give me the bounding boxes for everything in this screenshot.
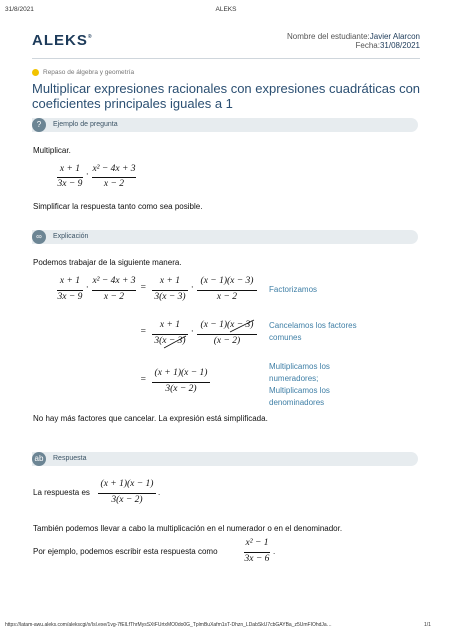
fraction-bar [244, 552, 270, 553]
math-term: (x + 1)(x − 1) [154, 368, 208, 378]
fraction-bar [92, 177, 136, 178]
math-term: 3(x − 3) [154, 292, 186, 302]
fraction-bar [197, 290, 257, 291]
section-label: Ejemplo de pregunta [53, 121, 118, 128]
math-term: x + 1 [159, 320, 181, 330]
math-term: (x + 1)(x − 1) [100, 479, 154, 489]
math-term: 3x − 9 [57, 179, 83, 189]
text-line: Multiplicar expresiones racionales con expresiones cuadráticas con [32, 81, 421, 96]
logo-text: ALEKS [32, 32, 88, 49]
answer-example-lead: Por ejemplo, podemos escribir esta respuesta como [33, 547, 218, 556]
text-line: denominadores [269, 398, 325, 407]
math-term: x + 1 [159, 276, 181, 286]
page-title [32, 81, 420, 111]
math-term: 3x − 6 [244, 554, 270, 564]
math-term: 3(x − 2) [165, 384, 197, 394]
print-date: 31/8/2021 [5, 6, 34, 13]
aleks-logo [32, 32, 93, 49]
section-label: Explicación [53, 233, 89, 240]
student-name: Javier Alarcon [369, 32, 420, 41]
math-term: = [140, 327, 147, 337]
section-label: Respuesta [53, 455, 87, 462]
math-term: · [191, 283, 194, 293]
footer-page: 1/1 [424, 622, 431, 628]
fraction-bar [98, 493, 156, 494]
header-divider [32, 58, 420, 59]
fraction-bar [152, 290, 188, 291]
math-term: 3(x − 2) [111, 495, 143, 505]
text-line: Multiplicamos los [269, 362, 330, 371]
math-term: (x − 2) [213, 336, 241, 346]
answer-lead: La respuesta es [33, 488, 90, 497]
cancel-mark-numerator [226, 318, 258, 334]
topic-dot-icon [32, 69, 39, 76]
text-line: comunes [269, 333, 302, 342]
explanation-conclusion: No hay más factores que cancelar. La expresión está simplificada. [33, 414, 268, 423]
answer-also: También podemos llevar a cabo la multiplicación en el numerador o en el denominador. [33, 524, 343, 533]
fraction-bar [57, 290, 83, 291]
date-value: 31/08/2021 [379, 41, 420, 50]
math-term: x − 2 [216, 292, 238, 302]
footer-url: https://latam-awu.aleks.com/alekscgi/x/Isl.exe/1vg-7fElLfThrMysSXtFUrtxMO0do0G_TplmBuXafm1sT-Dhzn_LDabSkU7cbGAYBa_z5UmFIOhdJa… [5, 622, 332, 628]
fraction-bar [92, 290, 136, 291]
answer-icon: ab [32, 452, 46, 466]
print-title: ALEKS [215, 6, 237, 13]
math-term: x² − 4x + 3 [92, 276, 136, 286]
text-line: coeficientes principales iguales a 1 [32, 96, 233, 111]
explanation-intro: Podemos trabajar de la siguiente manera. [33, 258, 182, 267]
period: . [273, 547, 276, 556]
example-instruction: Simplificar la respuesta tanto como sea posible. [33, 202, 203, 211]
section-explanation-header [32, 230, 418, 244]
step3-note [269, 361, 330, 409]
math-term: 3x − 9 [57, 292, 83, 302]
math-term: x + 1 [59, 164, 81, 174]
fraction-bar [197, 334, 257, 335]
text-line: Cancelamos los factores [269, 321, 357, 330]
math-term: · [86, 283, 89, 293]
math-term: 3(x − 3) [154, 336, 186, 346]
math-term: = [140, 283, 147, 293]
math-term: x + 1 [59, 276, 81, 286]
math-term: x² − 4x + 3 [92, 164, 136, 174]
math-term: (x − 1)(x − 3) [200, 276, 254, 286]
math-term: · [86, 170, 89, 180]
topic-label: Repaso de álgebra y geometría [43, 69, 135, 77]
math-term: = [140, 375, 147, 385]
section-example-header [32, 118, 418, 132]
period: . [158, 488, 161, 497]
student-name-label: Nombre del estudiante: [287, 32, 370, 41]
cancel-mark-denominator [160, 334, 190, 350]
math-term: x − 2 [103, 292, 125, 302]
math-term: · [191, 327, 194, 337]
question-icon: ? [32, 118, 46, 132]
example-prompt: Multiplicar. [33, 146, 71, 155]
fraction-bar [57, 177, 83, 178]
text-line: numeradores; [269, 374, 319, 383]
infinity-icon: ∞ [32, 230, 46, 244]
step1-note: Factorizamos [269, 285, 318, 294]
fraction-bar [152, 382, 210, 383]
registered-mark: ® [87, 34, 93, 40]
text-line: Multiplicamos los [269, 386, 330, 395]
date-label: Fecha: [355, 41, 380, 50]
math-term: x² − 1 [245, 538, 269, 548]
step2-note [269, 320, 357, 344]
math-term: x − 2 [103, 179, 125, 189]
topic-line [32, 69, 134, 76]
student-info [287, 32, 420, 50]
section-answer-header [32, 452, 418, 466]
math-term: (x − 1)(x − 3) [200, 320, 254, 330]
